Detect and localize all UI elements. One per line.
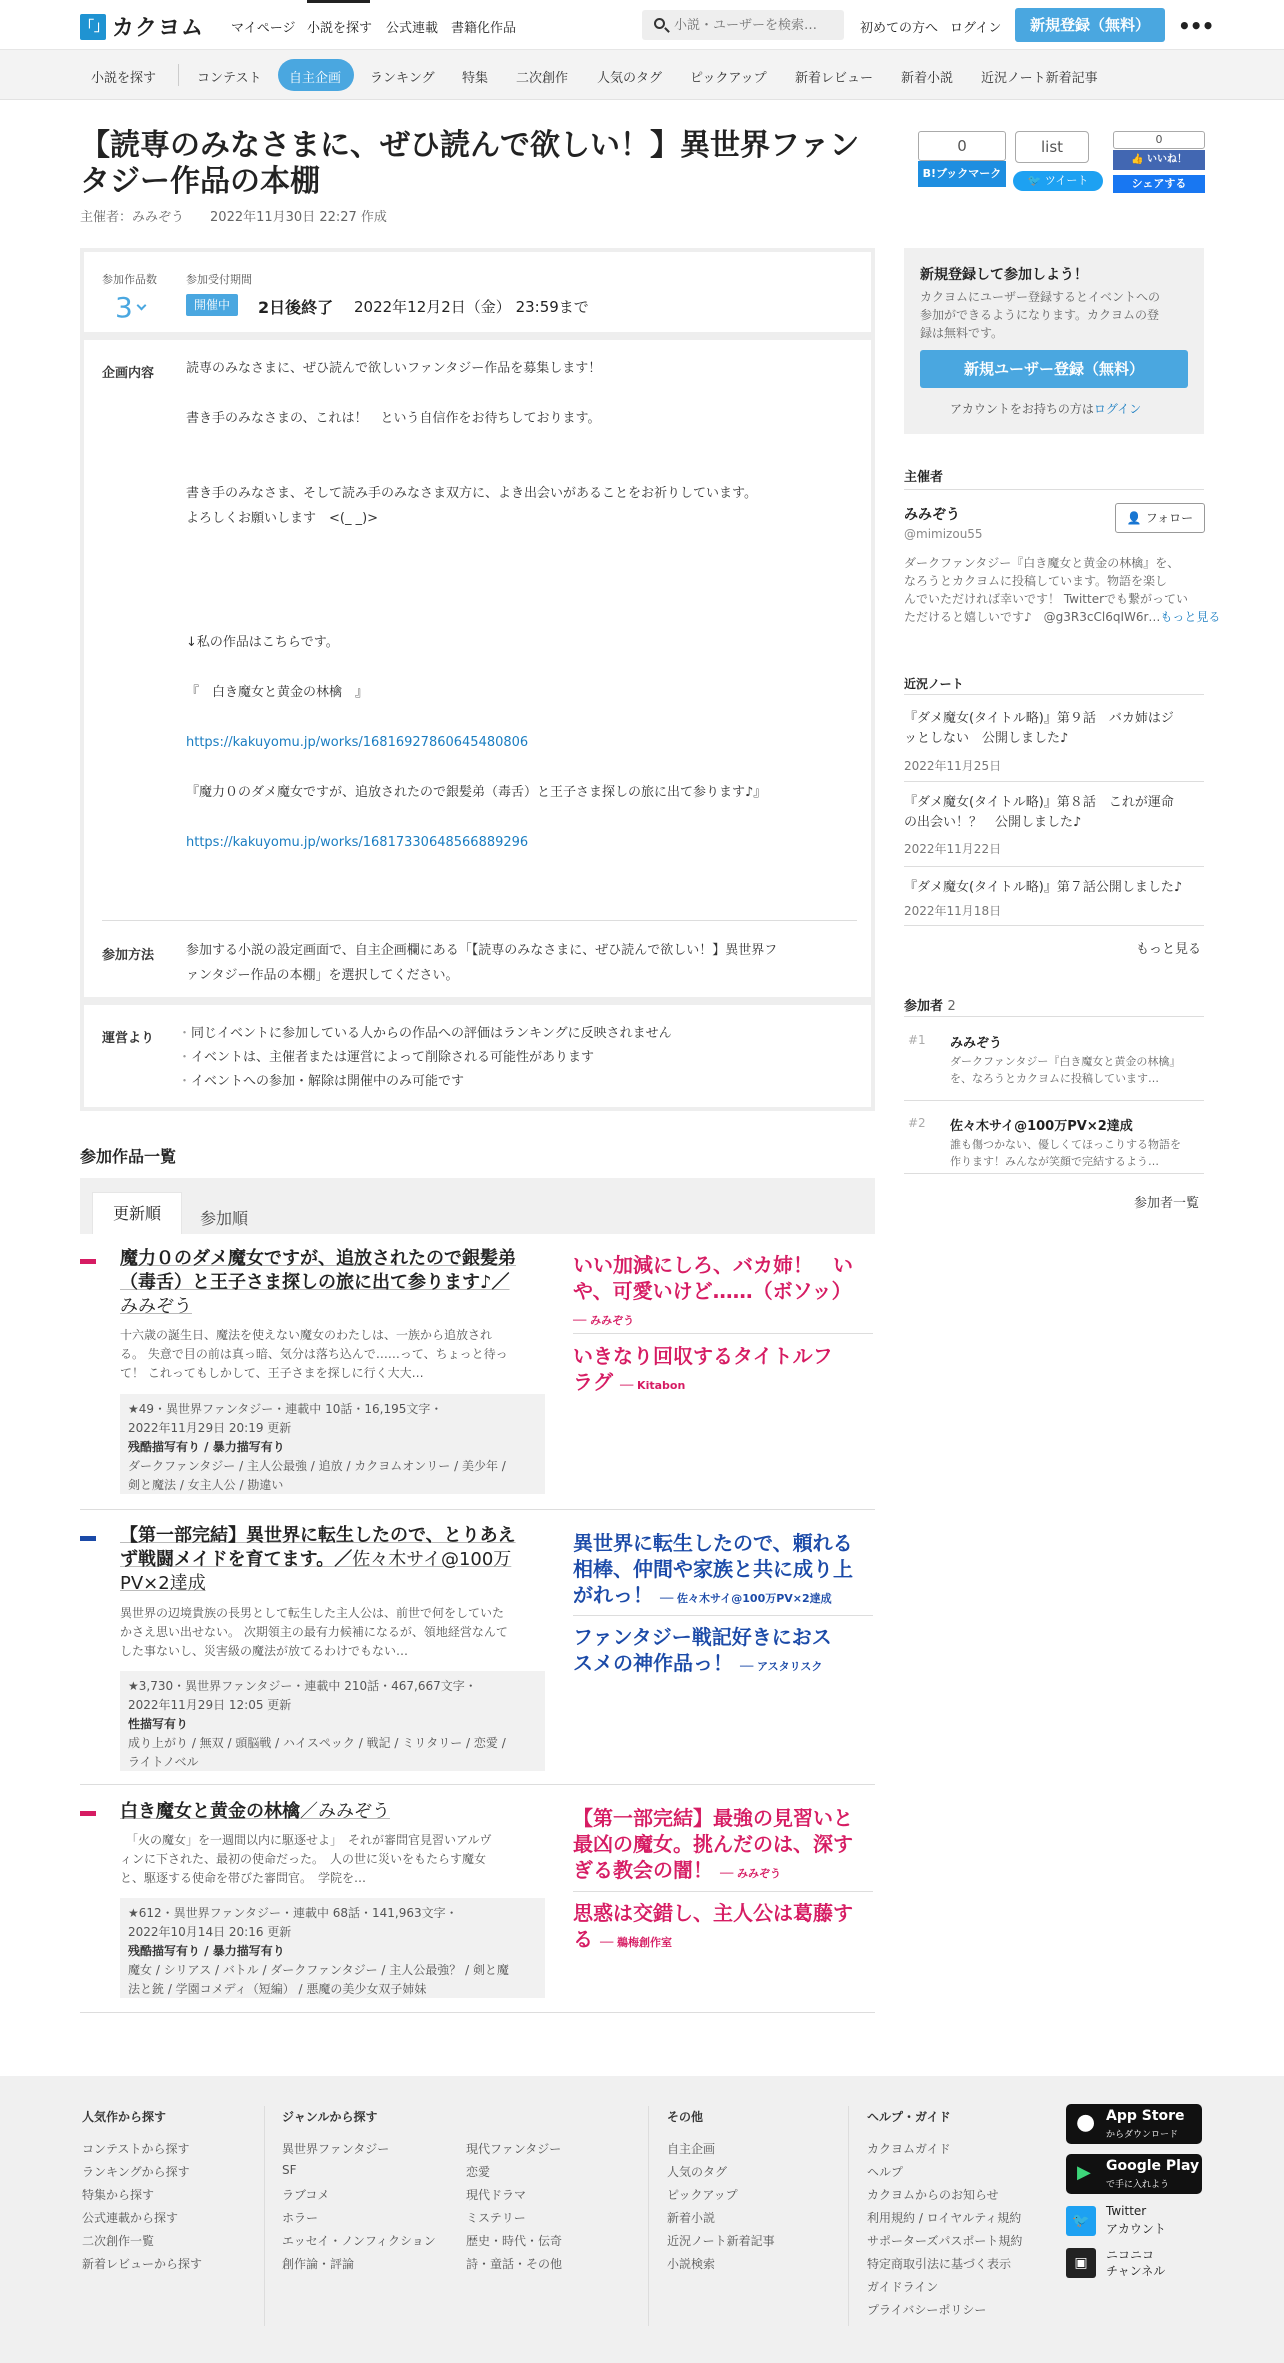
signup-button[interactable]: 新規ユーザー登録（無料） xyxy=(920,350,1188,388)
note-date: 2022年11月25日 xyxy=(904,759,1002,773)
tweet-button[interactable] xyxy=(1013,171,1103,191)
footer-link[interactable]: 人気のタグ xyxy=(667,2165,728,2179)
footer-link[interactable]: 公式連載から探す xyxy=(82,2211,179,2225)
hatena-count: 0 xyxy=(918,131,1006,161)
organizer-bio: なろうとカクヨムに投稿しています。物語を楽し xyxy=(904,574,1168,588)
tweet-label: ツイート xyxy=(1044,174,1089,187)
notes-heading: 近況ノート xyxy=(904,677,964,691)
review-headline[interactable]: 思惑は交錯し、主人公は葛藤す る ── 鵜梅創作室 xyxy=(573,1901,853,1951)
divider xyxy=(904,925,1204,926)
organizer-name[interactable]: みみぞう xyxy=(904,507,960,523)
nav-selected-indicator xyxy=(307,0,370,3)
signup-title: 新規登録して参加しよう！ xyxy=(920,267,1088,283)
review-headline[interactable]: 【第一部完結】最強の見習いと 最凶の魔女。挑んだのは、深す ぎる教会の闇！ ── みみぞう xyxy=(573,1806,853,1882)
work-tags[interactable]: 成り上がり / 無双 / 頭脳戦 / ハイスペック / 戦記 / ミリタリー / 恋愛 / xyxy=(128,1736,506,1750)
divider xyxy=(904,489,1204,490)
twitter-account-link[interactable] xyxy=(1066,2204,1206,2238)
page-title: 【読専のみなさまに、ぜひ読んで欲しい！】異世界ファンタジー作品の本棚 xyxy=(80,128,860,199)
organizer-bio: んでいただければ幸いです！ Twitterでも繋がってい xyxy=(904,592,1189,606)
footer-link[interactable]: ミステリー xyxy=(466,2211,526,2225)
status-badge: 開催中 xyxy=(186,294,238,316)
organizer-id: @mimizou55 xyxy=(904,527,983,541)
participant-desc: 誰も傷つかない、優しくてほっこりする物語を 作ります！みんなが笑顔で完結するよう… xyxy=(950,1138,1181,1168)
participant-name[interactable]: みみぞう xyxy=(950,1036,1003,1051)
footer-link[interactable]: ランキングから探す xyxy=(82,2165,190,2179)
work-title[interactable]: 魔力０のダメ魔女ですが、追放されたので銀髪弟 （毒舌）と王子さま探しの旅に出て参ります♪／ みみぞう xyxy=(120,1248,516,1317)
divider xyxy=(904,694,1204,695)
note-date: 2022年11月22日 xyxy=(904,842,1002,856)
works-tabs xyxy=(80,1178,875,1234)
sub-navigation xyxy=(0,50,1284,100)
footer-link[interactable]: エッセイ・ノンフィクション xyxy=(282,2234,436,2248)
footer-link[interactable]: ガイドライン xyxy=(867,2280,939,2294)
play-icon: ▶ xyxy=(1077,2162,1091,2183)
rules-panel xyxy=(80,1001,875,1111)
signup-text: カクヨムにユーザー登録するとイベントへの xyxy=(920,290,1161,304)
subnav-fanfic[interactable]: 二次創作 xyxy=(516,71,569,86)
signup-text: 録は無料です。 xyxy=(920,326,1004,340)
work-meta: ★612・異世界ファンタジー・連載中 68話・141,963文字・ 2022年10月14日 20:16 更新 残酷描写有り / 暴力描写有り 魔女 / シリアス / バトル / ダークファンタジー / 主人公最強？ / 剣と魔 法と銃 / 学園コメディ（短編） / 悪魔の美少女双子姉妹 xyxy=(120,1898,545,1998)
subnav-contest[interactable]: コンテスト xyxy=(197,71,262,86)
footer-link[interactable]: ホラー xyxy=(282,2211,319,2225)
divider xyxy=(80,1784,875,1785)
rule-item: ・イベントは、主催者または運営によって削除される可能性があります xyxy=(178,1050,595,1065)
divider xyxy=(904,866,1204,867)
app-store-sub: からダウンロード xyxy=(1106,2130,1179,2140)
logo[interactable] xyxy=(80,11,204,42)
content-warning: 残酷描写有り / 暴力描写有り xyxy=(128,1440,285,1454)
subnav-notes[interactable]: 近況ノート新着記事 xyxy=(981,71,1098,86)
search-box xyxy=(642,10,844,40)
footer-link[interactable]: 利用規約 / ロイヤルティ規約 xyxy=(867,2211,1022,2225)
created-date: 2022年11月30日 22:27 作成 xyxy=(210,210,387,225)
follow-button[interactable] xyxy=(1115,503,1205,533)
footer-heading: ヘルプ・ガイド xyxy=(867,2110,951,2124)
footer-link[interactable]: 恋愛 xyxy=(466,2165,491,2179)
footer-heading: 人気作から探す xyxy=(82,2110,167,2124)
search-icon[interactable] xyxy=(654,18,665,29)
genre-marker xyxy=(80,1811,96,1816)
work-tags[interactable]: 魔女 / シリアス / バトル / ダークファンタジー / 主人公最強？ / 剣と魔 xyxy=(128,1963,509,1977)
divider xyxy=(102,920,857,921)
sidebar-login-link[interactable]: ログイン xyxy=(1093,402,1142,416)
footer-heading: ジャンルから探す xyxy=(282,2110,378,2124)
review-headline[interactable]: いい加減にしろ、バカ姉！ い や、可愛いけど……（ボソッ） ── みみぞう xyxy=(573,1253,853,1327)
footer-link[interactable]: 特集から探す xyxy=(82,2188,155,2202)
content-line: 書き手のみなさま、そして読み手のみなさま双方に、よき出会いがあることをお祈りしています。 xyxy=(186,486,757,501)
count-value: 3 xyxy=(115,291,133,324)
divider xyxy=(573,1891,873,1892)
divider xyxy=(904,781,1204,782)
fb-like-button[interactable] xyxy=(1113,150,1205,170)
logo-mark: 「」 xyxy=(80,14,106,40)
footer-link[interactable]: 詩・童話・その他 xyxy=(466,2257,563,2271)
genre-marker xyxy=(80,1259,96,1264)
organizer-heading: 主催者 xyxy=(904,470,944,485)
review-headline[interactable]: 異世界に転生したので、頼れる 相棒、仲間や家族と共に成り上 がれっ！ ── 佐々木サイ@100万PV×2達成 xyxy=(573,1531,853,1607)
footer-link[interactable]: 近況ノート新着記事 xyxy=(667,2234,775,2248)
rules-label: 運営より xyxy=(102,1031,155,1046)
footer-link[interactable]: ラブコメ xyxy=(282,2188,330,2202)
tab-updated[interactable]: 更新順 xyxy=(92,1192,182,1234)
logo-text: カクヨム xyxy=(112,16,205,41)
work-tags[interactable]: ダークファンタジー / 主人公最強 / 追放 / カクヨムオンリー / 美少年 / xyxy=(128,1459,506,1473)
fb-share-button[interactable]: シェアする xyxy=(1113,175,1205,193)
chevron-down-icon[interactable] xyxy=(137,301,147,311)
participant-rank: #1 xyxy=(908,1033,926,1047)
site-header xyxy=(0,0,1284,50)
review-headline[interactable]: ファンタジー戦記好きにおス スメの神作品っ！ ── アスタリスク xyxy=(573,1625,832,1675)
follow-label: フォロー xyxy=(1145,511,1194,525)
subnav-pickup[interactable]: ピックアップ xyxy=(690,71,767,86)
works-heading: 参加作品一覧 xyxy=(80,1147,177,1166)
footer-link[interactable]: 特定商取引法に基づく表示 xyxy=(867,2257,1012,2271)
work-link-2[interactable]: https://kakuyomu.jp/works/16817330648566889296 xyxy=(186,835,529,850)
footer-link[interactable]: プライバシーポリシー xyxy=(867,2303,987,2317)
content-line: 読専のみなさまに、ぜひ読んで欲しいファンタジー作品を募集します！ xyxy=(186,361,602,376)
add-user-icon: 👤 xyxy=(1126,511,1142,525)
thumbs-up-icon: 👍 xyxy=(1131,154,1144,165)
content-line: ↓私の作品はこちらです。 xyxy=(186,635,339,650)
content-warning: 残酷描写有り / 暴力描写有り xyxy=(128,1944,285,1958)
footer-link[interactable]: カクヨムガイド xyxy=(867,2142,951,2156)
footer-link[interactable]: 新着レビューから探す xyxy=(82,2257,203,2271)
footer-link[interactable]: カクヨムからのお知らせ xyxy=(867,2188,999,2202)
notes-more-link[interactable]: もっと見る xyxy=(1136,942,1202,957)
google-play-label: Google Play xyxy=(1106,2158,1200,2174)
tv-icon: ▣ xyxy=(1066,2248,1096,2278)
signup-text: 参加ができるようになります。カクヨムの登 xyxy=(920,308,1160,322)
twitter-icon: 🐦 xyxy=(1027,174,1042,187)
divider xyxy=(904,1173,1204,1174)
work-title[interactable]: 【第一部完結】異世界に転生したので、とりあえ ず戦闘メイドを育てます。／佐々木サイ@100万 PV×2達成 xyxy=(120,1525,516,1594)
bio-more-link[interactable]: もっと見る xyxy=(1160,610,1221,624)
note-title[interactable]: 『ダメ魔女(タイトル略)』第９話 バカ姉はジ ッとしない 公開しました♪ xyxy=(904,711,1174,746)
participant-rank: #2 xyxy=(908,1116,926,1130)
footer-divider xyxy=(648,2106,649,2326)
period-label: 参加受付期間 xyxy=(186,273,252,286)
organizer-bio: ただけると嬉しいです♪ @g3R3cCl6qIW6r…もっと見る xyxy=(904,610,1221,624)
site-footer xyxy=(0,2076,1284,2363)
divider xyxy=(573,1333,873,1334)
footer-link[interactable]: SF xyxy=(282,2163,297,2177)
participants-list-link[interactable]: 参加者一覧 xyxy=(1134,1196,1200,1211)
deadline: 2022年12月2日（金） 23:59まで xyxy=(354,298,589,316)
event-summary-panel xyxy=(80,248,875,336)
footer-link[interactable]: 現代ドラマ xyxy=(466,2188,527,2202)
niconico-channel-link[interactable] xyxy=(1066,2246,1206,2280)
event-details-panel xyxy=(80,336,875,1001)
footer-divider xyxy=(264,2106,265,2326)
divider xyxy=(80,2012,875,2013)
google-play-sub: で手に入れよう xyxy=(1106,2180,1170,2190)
nav-find-novels[interactable]: 小説を探す xyxy=(307,21,373,36)
footer-link[interactable]: 歴史・時代・伝奇 xyxy=(466,2234,563,2248)
method-line: 参加する小説の設定画面で、自主企画欄にある「【読専のみなさまに、ぜひ読んで欲しい！】異世界フ xyxy=(186,943,778,958)
subnav-ranking[interactable]: ランキング xyxy=(370,71,435,86)
nav-books[interactable]: 書籍化作品 xyxy=(451,21,517,36)
remaining-time: 2日後終了 xyxy=(258,298,334,317)
have-account-text: アカウントをお持ちの方はログイン xyxy=(950,402,1142,416)
work-link-1[interactable]: https://kakuyomu.jp/works/16816927860645480806 xyxy=(186,735,529,750)
note-title[interactable]: 『ダメ魔女(タイトル略)』第８話 これが運命 の出会い！？ 公開しました♪ xyxy=(904,795,1174,830)
login-link[interactable]: ログイン xyxy=(950,21,1002,36)
footer-link[interactable]: サポーターズパスポート規約 xyxy=(867,2234,1023,2248)
subnav-divider xyxy=(178,64,179,86)
participant-desc: ダークファンタジー『白き魔女と黄金の林檎』 を、なろうとカクヨムに投稿しています… xyxy=(950,1055,1181,1085)
nav-official[interactable]: 公式連載 xyxy=(386,21,439,36)
organizer-line xyxy=(80,206,387,225)
footer-link[interactable]: 新着小説 xyxy=(667,2211,716,2225)
footer-link[interactable]: 小説検索 xyxy=(667,2257,716,2271)
genre-marker xyxy=(80,1536,96,1541)
footer-link[interactable]: コンテストから探す xyxy=(82,2142,190,2156)
method-line: ァンタジー作品の本棚」を選択してください。 xyxy=(186,968,459,983)
method-label: 参加方法 xyxy=(102,948,155,963)
hatena-bookmark-button[interactable]: B!ブックマーク xyxy=(918,161,1006,187)
niconico-sub: チャンネル xyxy=(1106,2264,1166,2278)
content-line: 『 白き魔女と黄金の林檎 』 xyxy=(186,685,369,700)
divider xyxy=(904,1016,1204,1017)
work-description: 十六歳の誕生日、魔法を使えない魔女のわたしは、一族から追放され る。 失意で目の前は真っ暗、気分は落ち込んで……って、ちょっと待っ て！ これってもしかして、王子さまを探しに行く大大… xyxy=(120,1328,508,1380)
subnav-feature[interactable]: 特集 xyxy=(462,71,489,86)
app-store-button[interactable] xyxy=(1066,2104,1202,2144)
work-meta: ★3,730・異世界ファンタジー・連載中 210話・467,667文字・ 2022年11月29日 12:05 更新 性描写有り 成り上がり / 無双 / 頭脳戦 / ハイスペック / 戦記 / ミリタリー / 恋愛 / ライトノベル xyxy=(120,1671,545,1771)
content-line: 『魔力０のダメ魔女ですが、追放されたので銀髪弟（毒舌）と王子さま探しの旅に出て参ります♪』 xyxy=(186,785,767,800)
search-input[interactable] xyxy=(674,10,839,40)
participant-name[interactable]: 佐々木サイ@100万PV×2達成 xyxy=(950,1119,1133,1134)
note-date: 2022年11月18日 xyxy=(904,904,1002,918)
review-headline[interactable]: いきなり回収するタイトルフ ラグ ── Kitabon xyxy=(573,1344,833,1394)
app-store-label: App Store xyxy=(1106,2108,1185,2124)
nav-mypage[interactable]: マイページ xyxy=(231,21,296,36)
divider xyxy=(904,1100,1204,1101)
register-button[interactable]: 新規登録（無料） xyxy=(1015,8,1165,42)
subnav-new-novels[interactable]: 新着小説 xyxy=(901,71,954,86)
footer-link[interactable]: 創作論・評論 xyxy=(282,2257,355,2271)
content-line: よろしくお願いします <(_ _)> xyxy=(186,511,379,526)
organizer-bio: ダークファンタジー『白き魔女と黄金の林檎』を、 xyxy=(904,556,1180,570)
twitter-label: Twitter xyxy=(1106,2204,1147,2218)
organizer-label[interactable]: 主催者：みみぞう xyxy=(80,210,185,225)
divider xyxy=(80,1509,875,1510)
subnav-reviews[interactable]: 新着レビュー xyxy=(795,71,874,86)
footer-link[interactable]: ヘルプ xyxy=(867,2165,904,2179)
work-description: 「火の魔女」を一週間以内に駆逐せよ」 それが審問官見習いアルヴ ィンに下された、最初の使命だった。 人の世に災いをもたらす魔女 と、駆逐する使命を帯びた審問官。 学院を… xyxy=(120,1833,492,1885)
work-meta: ★49・異世界ファンタジー・連載中 10話・16,195文字・ 2022年11月29日 20:19 更新 残酷描写有り / 暴力描写有り ダークファンタジー / 主人公最強 / 追放 / カクヨムオンリー / 美少年 / 剣と魔法 / 女主人公 / 勘違い xyxy=(120,1394,545,1494)
divider xyxy=(573,1615,873,1616)
google-play-button[interactable] xyxy=(1066,2154,1202,2194)
subnav-tags[interactable]: 人気のタグ xyxy=(597,71,663,86)
content-label: 企画内容 xyxy=(102,366,155,381)
niconico-label: ニコニコ xyxy=(1106,2248,1155,2262)
work-description: 異世界の辺境貴族の長男として転生した主人公は、前世で何をしていた かさえ思い出せない。 次期領主の最有力候補になるが、領地経営なんて した事ないし、災害級の魔法が放てるわけでもない… xyxy=(120,1606,508,1658)
beginner-link[interactable]: 初めての方へ xyxy=(860,21,939,36)
twitter-icon: 🐦 xyxy=(1066,2206,1096,2236)
footer-heading: その他 xyxy=(667,2110,704,2124)
twitter-sub: アカウント xyxy=(1106,2222,1166,2236)
signup-box xyxy=(904,248,1204,434)
footer-link[interactable]: 二次創作一覧 xyxy=(82,2234,155,2248)
work-title[interactable]: 白き魔女と黄金の林檎／みみぞう xyxy=(120,1801,390,1822)
rule-item: ・イベントへの参加・解除は開催中のみ可能です xyxy=(178,1074,465,1089)
count-label: 参加作品数 xyxy=(102,273,157,286)
note-title[interactable]: 『ダメ魔女(タイトル略)』第７話公開しました♪ xyxy=(904,880,1183,895)
subnav-find[interactable]: 小説を探す xyxy=(91,71,157,86)
footer-link[interactable]: 現代ファンタジー xyxy=(466,2142,562,2156)
footer-link[interactable]: ピックアップ xyxy=(667,2188,738,2202)
footer-link[interactable]: 異世界ファンタジー xyxy=(282,2142,390,2156)
more-menu-icon[interactable]: ••• xyxy=(1178,14,1214,38)
fb-count: 0 xyxy=(1113,131,1205,149)
footer-link[interactable]: 自主企画 xyxy=(667,2142,716,2156)
footer-divider xyxy=(848,2106,849,2326)
list-count: list xyxy=(1015,131,1089,163)
participants-heading: 参加者 2 xyxy=(904,999,956,1014)
subnav-event[interactable]: 自主企画 xyxy=(289,71,342,86)
fb-like-label: いいね！ xyxy=(1146,154,1187,165)
content-warning: 性描写有り xyxy=(128,1717,189,1731)
rule-item: ・同じイベントに参加している人からの作品への評価はランキングに反映されません xyxy=(178,1026,672,1041)
content-line: 書き手のみなさまの、これは！ という自信作をお待ちしております。 xyxy=(186,411,601,426)
tab-joined[interactable]: 参加順 xyxy=(200,1209,249,1228)
apple-icon: ● xyxy=(1076,2110,1096,2135)
